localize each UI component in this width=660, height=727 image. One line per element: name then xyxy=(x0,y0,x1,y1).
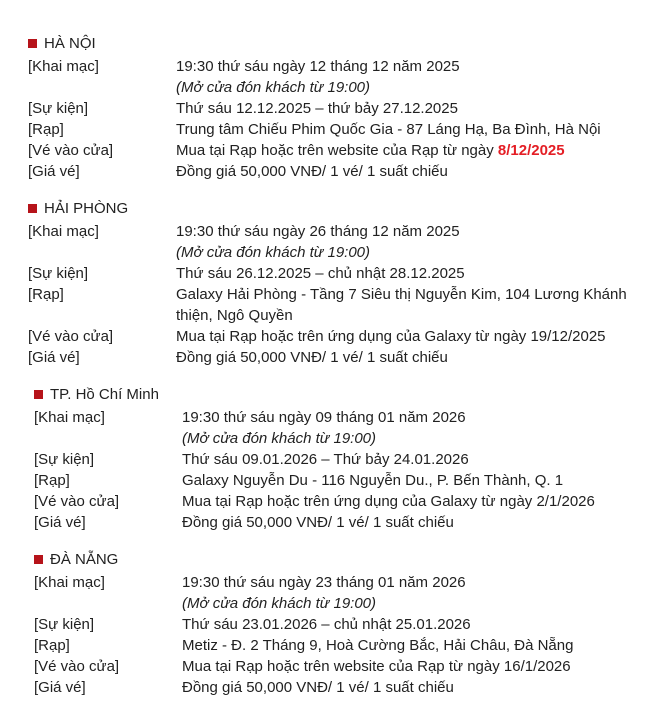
venue-address: Galaxy Hải Phòng - Tầng 7 Siêu thị Nguyễn Kim, 104 Lương Khánh thiện, Ngô Quyền xyxy=(176,286,627,324)
info-row-opening xyxy=(28,221,648,263)
info-row-price xyxy=(28,161,648,182)
row-label: [Sự kiện] xyxy=(28,100,89,117)
city-name: TP. Hồ Chí Minh xyxy=(50,386,159,403)
info-row-price xyxy=(34,677,648,698)
doors-open-note: (Mở cửa đón khách từ 19:00) xyxy=(176,244,371,261)
city-name: ĐÀ NẴNG xyxy=(50,551,119,568)
info-row-venue xyxy=(28,284,648,326)
ticket-info: Mua tại Rạp hoặc trên website của Rạp từ ngày 16/1/2026 xyxy=(182,658,571,675)
row-label: [Sự kiện] xyxy=(28,265,89,282)
row-value xyxy=(182,407,648,449)
info-row-tickets xyxy=(28,326,648,347)
row-label: [Sự kiện] xyxy=(34,616,95,633)
info-row-price xyxy=(28,347,648,368)
venue-address: Galaxy Nguyễn Du - 116 Nguyễn Du., P. Bến Thành, Q. 1 xyxy=(182,472,564,489)
row-label: [Rạp] xyxy=(34,472,70,489)
city-name: HÀ NỘI xyxy=(44,35,96,52)
ticket-info: Mua tại Rạp hoặc trên ứng dụng của Galaxy từ ngày 19/12/2025 xyxy=(176,328,606,345)
ticket-price: Đồng giá 50,000 VNĐ/ 1 vé/ 1 suất chiếu xyxy=(182,514,454,531)
city-name: HẢI PHÒNG xyxy=(44,200,129,217)
row-label: [Giá vé] xyxy=(34,679,86,696)
section-ha-noi xyxy=(28,33,648,182)
event-dates: Thứ sáu 23.01.2026 – chủ nhật 25.01.2026 xyxy=(182,616,471,633)
row-label: [Vé vào cửa] xyxy=(34,493,120,510)
info-row-event-dates xyxy=(28,263,648,284)
row-label: [Rạp] xyxy=(28,121,64,138)
row-value xyxy=(176,221,648,263)
doors-open-note: (Mở cửa đón khách từ 19:00) xyxy=(182,595,377,612)
row-label: [Rạp] xyxy=(34,637,70,654)
info-row-event-dates xyxy=(34,614,648,635)
info-row-venue xyxy=(34,635,648,656)
red-square-bullet-icon xyxy=(34,555,43,564)
red-square-bullet-icon xyxy=(34,390,43,399)
ticket-price: Đồng giá 50,000 VNĐ/ 1 vé/ 1 suất chiếu xyxy=(176,349,448,366)
section-heading xyxy=(34,549,648,570)
event-dates: Thứ sáu 12.12.2025 – thứ bảy 27.12.2025 xyxy=(176,100,458,117)
doors-open-note: (Mở cửa đón khách từ 19:00) xyxy=(182,430,377,447)
section-heading xyxy=(28,33,648,54)
event-schedule-page xyxy=(28,33,648,698)
row-label: [Vé vào cửa] xyxy=(28,142,114,159)
info-row-tickets xyxy=(28,140,648,161)
info-row-price xyxy=(34,512,648,533)
opening-datetime: 19:30 thứ sáu ngày 23 tháng 01 năm 2026 xyxy=(182,574,466,591)
info-row-opening xyxy=(28,56,648,98)
row-label: [Giá vé] xyxy=(28,163,80,180)
section-tp-ho-chi-minh xyxy=(28,384,648,533)
event-dates: Thứ sáu 09.01.2026 – Thứ bảy 24.01.2026 xyxy=(182,451,469,468)
row-label: [Sự kiện] xyxy=(34,451,95,468)
row-label: [Khai mạc] xyxy=(28,58,99,75)
info-row-venue xyxy=(28,119,648,140)
opening-datetime: 19:30 thứ sáu ngày 09 tháng 01 năm 2026 xyxy=(182,409,466,426)
info-row-opening xyxy=(34,407,648,449)
ticket-price: Đồng giá 50,000 VNĐ/ 1 vé/ 1 suất chiếu xyxy=(176,163,448,180)
section-heading xyxy=(34,384,648,405)
info-row-tickets xyxy=(34,656,648,677)
info-row-opening xyxy=(34,572,648,614)
red-square-bullet-icon xyxy=(28,204,37,213)
section-heading xyxy=(28,198,648,219)
row-label: [Khai mạc] xyxy=(34,409,105,426)
opening-datetime: 19:30 thứ sáu ngày 26 tháng 12 năm 2025 xyxy=(176,223,460,240)
row-value xyxy=(176,56,648,98)
info-row-venue xyxy=(34,470,648,491)
row-label: [Giá vé] xyxy=(28,349,80,366)
row-label: [Giá vé] xyxy=(34,514,86,531)
row-label: [Khai mạc] xyxy=(34,574,105,591)
section-hai-phong xyxy=(28,198,648,368)
ticket-info xyxy=(176,140,648,161)
ticket-info-text: Mua tại Rạp hoặc trên website của Rạp từ ngày xyxy=(176,142,498,159)
info-row-event-dates xyxy=(34,449,648,470)
row-label: [Vé vào cửa] xyxy=(34,658,120,675)
row-value xyxy=(182,572,648,614)
doors-open-note: (Mở cửa đón khách từ 19:00) xyxy=(176,79,371,96)
section-da-nang xyxy=(28,549,648,698)
row-label: [Vé vào cửa] xyxy=(28,328,114,345)
red-square-bullet-icon xyxy=(28,39,37,48)
event-dates: Thứ sáu 26.12.2025 – chủ nhật 28.12.2025 xyxy=(176,265,465,282)
ticket-price: Đồng giá 50,000 VNĐ/ 1 vé/ 1 suất chiếu xyxy=(182,679,454,696)
highlighted-ticket-sale-date: 8/12/2025 xyxy=(497,142,565,159)
opening-datetime: 19:30 thứ sáu ngày 12 tháng 12 năm 2025 xyxy=(176,58,460,75)
row-label: [Rạp] xyxy=(28,286,64,303)
ticket-info: Mua tại Rạp hoặc trên ứng dụng của Galaxy từ ngày 2/1/2026 xyxy=(182,493,595,510)
info-row-tickets xyxy=(34,491,648,512)
info-row-event-dates xyxy=(28,98,648,119)
row-label: [Khai mạc] xyxy=(28,223,99,240)
venue-address: Metiz - Đ. 2 Tháng 9, Hoà Cường Bắc, Hải Châu, Đà Nẵng xyxy=(182,637,574,654)
venue-address: Trung tâm Chiếu Phim Quốc Gia - 87 Láng Hạ, Ba Đình, Hà Nội xyxy=(176,121,601,138)
